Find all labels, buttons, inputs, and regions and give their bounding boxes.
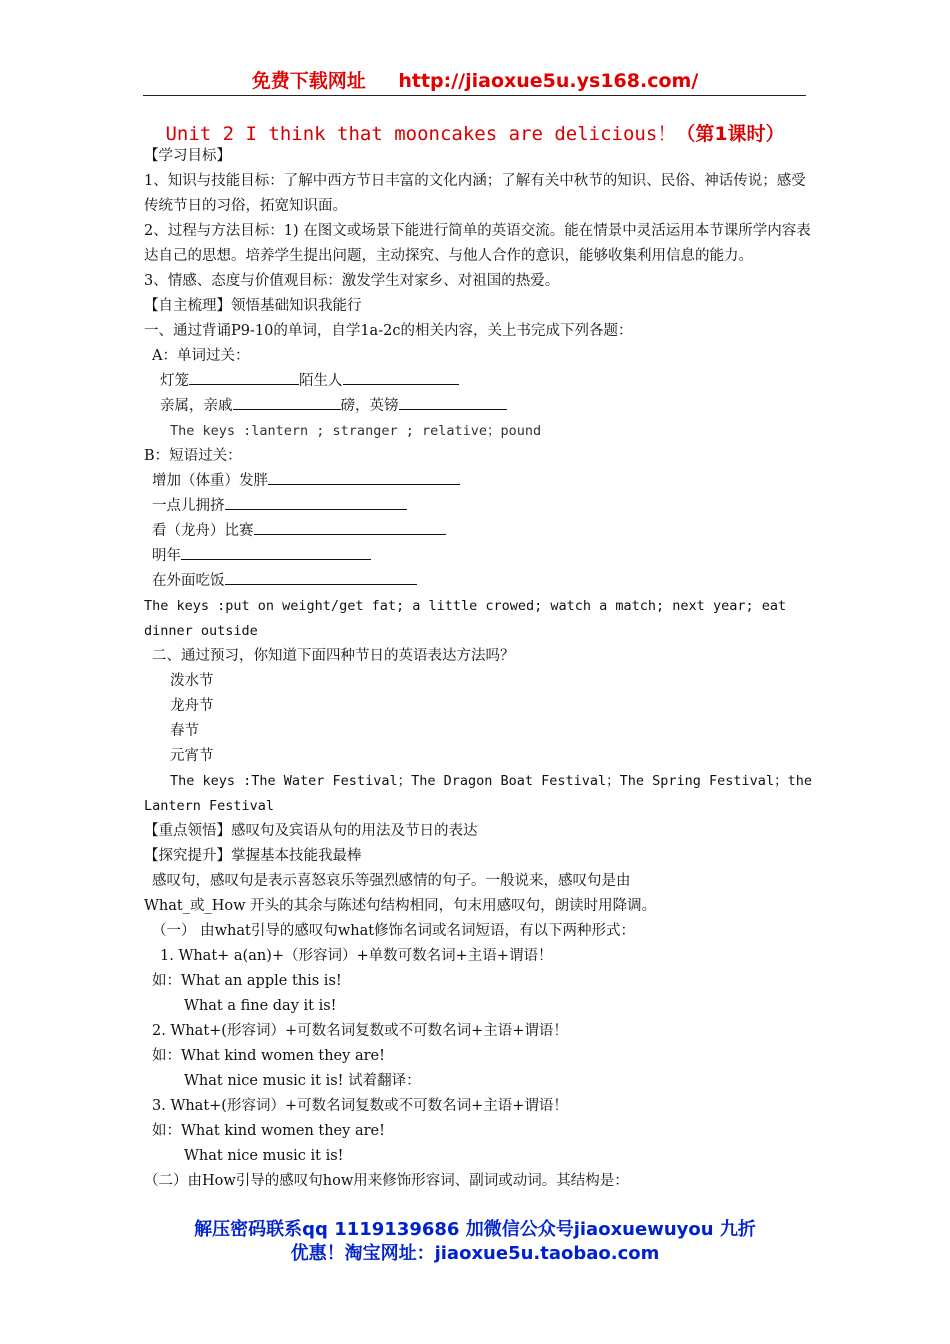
how-heading: （二）由How引导的感叹句how用来修饰形容词、副词或动词。其结构是： <box>144 1173 629 1189</box>
goal-3: 3、情感、态度与价值观目标：激发学生对家乡、对祖国的热爱。 <box>144 273 560 289</box>
answer-blank[interactable] <box>254 520 446 535</box>
title-main: Unit 2 I think that mooncakes are delicious！ <box>165 123 677 145</box>
festival-dragon-boat: 龙舟节 <box>170 698 214 714</box>
section-heading-explore: 【探究提升】掌握基本技能我最棒 <box>144 848 362 864</box>
phrase-eat-outside: 在外面吃饭 <box>152 573 225 589</box>
footer-promo <box>0 1218 950 1266</box>
download-header <box>0 66 950 93</box>
phrase-watch-match: 看（龙舟）比赛 <box>152 523 254 539</box>
answer-blank[interactable] <box>181 545 371 560</box>
section-heading-goals: 【学习目标】 <box>144 148 231 164</box>
example-1b: What a fine day it is! <box>184 998 337 1014</box>
download-link[interactable]: http://jiaoxue5u.ys168.com/ <box>398 70 699 92</box>
footer-line-2: 优惠！淘宝网址：jiaoxue5u.taobao.com <box>290 1243 660 1264</box>
exclamation-intro-2: What_或_How 开头的其余与陈述句结构相同，句末用感叹句，朗读时用降调。 <box>144 898 657 914</box>
task-2: 二、通过预习，你知道下面四种节日的英语表达方法吗？ <box>152 648 515 664</box>
what-form-2: 2. What+(形容词）+可数名词复数或不可数名词+主语+谓语！ <box>152 1023 568 1039</box>
what-form-1: 1. What+ a(an)+（形容词）+单数可数名词+主语+谓语！ <box>160 948 553 964</box>
keys-words: The keys :lantern ; stranger ; relative；pound <box>170 423 542 439</box>
document-body <box>144 144 814 1194</box>
example-2a: 如：What kind women they are! <box>152 1048 385 1064</box>
goal-1: 1、知识与技能目标：了解中西方节日丰富的文化内涵；了解有关中秋节的知识、民俗、神话传说；感受传统节日的习俗，拓宽知识面。 <box>144 173 806 214</box>
section-heading-focus: 【重点领悟】感叹句及宾语从句的用法及节日的表达 <box>144 823 478 839</box>
phrase-next-year: 明年 <box>152 548 181 564</box>
example-3a: 如：What kind women they are! <box>152 1123 385 1139</box>
example-2b: What nice music it is! 试着翻译： <box>184 1073 421 1089</box>
answer-blank[interactable] <box>268 470 460 485</box>
example-1a: 如：What an apple this is! <box>152 973 342 989</box>
word-pound: 磅，英镑 <box>340 398 399 414</box>
goal-2: 2、过程与方法目标：1) 在图文或场景下能进行简单的英语交流。能在情景中灵活运用本节课所学内容表达自己的思想。培养学生提出问题，主动探究、与他人合作的意识，能够收集利用信息的能力。 <box>144 223 811 264</box>
what-form-3: 3. What+(形容词）+可数名词复数或不可数名词+主语+谓语！ <box>152 1098 568 1114</box>
example-3b: What nice music it is! <box>184 1148 344 1164</box>
download-label: 免费下载网址 <box>251 70 366 92</box>
word-stranger: 陌生人 <box>299 373 343 389</box>
answer-blank[interactable] <box>225 495 407 510</box>
what-heading: （一） 由what引导的感叹句what修饰名词或名词短语，有以下两种形式： <box>152 923 636 939</box>
phrase-row-5 <box>144 569 814 594</box>
phrase-a-little-crowded: 一点儿拥挤 <box>152 498 225 514</box>
festival-lantern: 元宵节 <box>170 748 214 764</box>
word-row-2 <box>144 394 814 419</box>
phrase-row-1 <box>144 469 814 494</box>
exclamation-intro-1: 感叹句，感叹句是表示喜怒哀乐等强烈感情的句子。一般说来，感叹句是由 <box>152 873 631 889</box>
section-heading-self-study: 【自主梳理】领悟基础知识我能行 <box>144 298 362 314</box>
word-lantern: 灯笼 <box>160 373 189 389</box>
phrase-row-2 <box>144 494 814 519</box>
answer-blank[interactable] <box>233 395 341 410</box>
header-divider <box>143 95 806 96</box>
part-b-heading: B：短语过关： <box>144 448 242 464</box>
footer-line-1: 解压密码联系qq 1119139686 加微信公众号jiaoxuewuyou 九折 <box>194 1219 756 1240</box>
phrase-row-3 <box>144 519 814 544</box>
phrase-put-on-weight: 增加（体重）发胖 <box>152 473 268 489</box>
answer-blank[interactable] <box>189 370 299 385</box>
answer-blank[interactable] <box>343 370 459 385</box>
word-relative: 亲属，亲戚 <box>160 398 233 414</box>
answer-blank[interactable] <box>225 570 417 585</box>
festival-spring: 春节 <box>170 723 199 739</box>
keys-phrases: The keys :put on weight/get fat; a little crowed; watch a match; next year; eat dinner outside <box>144 598 787 639</box>
phrase-row-4 <box>144 544 814 569</box>
task-1: 一、通过背诵P9-10的单词，自学1a-2c的相关内容，关上书完成下列各题： <box>144 323 633 339</box>
word-row-1 <box>144 369 814 394</box>
page-title <box>0 119 950 146</box>
keys-festivals: The keys :The Water Festival；The Dragon Boat Festival；The Spring Festival；the Lantern Festival <box>144 773 812 814</box>
part-a-heading: A：单词过关： <box>152 348 250 364</box>
festival-water: 泼水节 <box>170 673 214 689</box>
title-lesson: （第1课时） <box>676 123 785 145</box>
answer-blank[interactable] <box>399 395 507 410</box>
